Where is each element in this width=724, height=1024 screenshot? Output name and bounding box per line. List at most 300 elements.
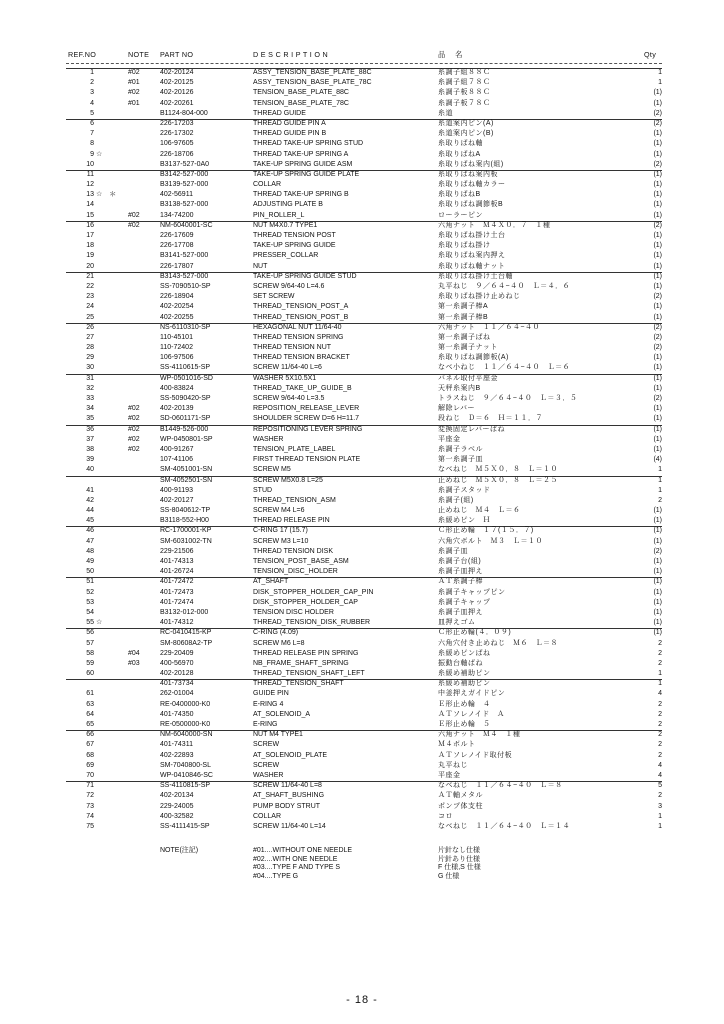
part-number: 402-20127 bbox=[160, 496, 194, 504]
jp-name: 糸取りばね掛け bbox=[438, 242, 491, 250]
ref-no: 50 bbox=[86, 568, 94, 576]
table-row bbox=[0, 129, 724, 139]
jp-name: 天秤糸案内B bbox=[438, 384, 481, 392]
table-row bbox=[0, 496, 724, 506]
header-divider bbox=[66, 63, 662, 64]
quantity: (1) bbox=[653, 303, 662, 311]
quantity: 2 bbox=[658, 792, 662, 800]
part-number: B3139-527-000 bbox=[160, 181, 209, 189]
part-number: 402-20126 bbox=[160, 89, 194, 97]
header-jp-name: 品 名 bbox=[438, 50, 467, 59]
ref-no: 46 bbox=[86, 527, 94, 535]
ref-no: 70 bbox=[86, 771, 94, 779]
description: AT_SOLENOID_A bbox=[253, 710, 311, 718]
ref-no: 63 bbox=[86, 700, 94, 708]
quantity: (1) bbox=[653, 405, 662, 413]
quantity: 2 bbox=[658, 639, 662, 647]
note-code: #01 bbox=[128, 79, 140, 87]
part-number: B3138-527-000 bbox=[160, 201, 209, 209]
part-number: WP-0501016-SD bbox=[160, 374, 213, 382]
quantity: (2) bbox=[653, 221, 662, 229]
quantity: (1) bbox=[653, 181, 662, 189]
jp-name: ローラーピン bbox=[438, 211, 483, 219]
description: DISK_STOPPER_HOLDER_CAP bbox=[253, 598, 358, 606]
ref-no: 71 bbox=[86, 782, 94, 790]
ref-no: 49 bbox=[86, 558, 94, 565]
jp-name: 六角ナット Ｍ４Ｘ０．７ １種 bbox=[438, 221, 551, 229]
quantity: (1) bbox=[653, 89, 662, 97]
ref-no: 18 bbox=[86, 242, 94, 250]
table-row bbox=[0, 537, 724, 547]
jp-name: 平座金 bbox=[438, 771, 461, 779]
part-number: 400-32582 bbox=[160, 812, 194, 820]
part-number: 229-20409 bbox=[160, 649, 194, 657]
description: WASHER bbox=[253, 435, 284, 443]
quantity: (1) bbox=[653, 445, 662, 453]
note-jp-line: F 仕様,S 仕様 bbox=[438, 864, 481, 871]
ref-no: 19 bbox=[86, 252, 94, 260]
description: THREAD TENSION SPRING bbox=[253, 333, 344, 341]
ref-no: 22 bbox=[86, 282, 94, 290]
part-number: RE-0400000-K0 bbox=[160, 700, 211, 708]
description: REPOSITIONING LEVER SPRING bbox=[253, 425, 363, 433]
jp-name: 糸調子キャップピン bbox=[438, 588, 506, 596]
part-number: 134-74200 bbox=[160, 211, 194, 219]
jp-name: 第一糸調子ナット bbox=[438, 344, 498, 352]
description: THREAD GUIDE PIN B bbox=[253, 130, 327, 138]
part-number: B3137-527-0A0 bbox=[160, 160, 210, 168]
description: SCREW M4 L=6 bbox=[253, 507, 305, 515]
quantity: (1) bbox=[653, 232, 662, 239]
description: THREAD TENSION POST bbox=[253, 232, 336, 239]
quantity: (1) bbox=[653, 99, 662, 107]
jp-name: 第一糸調子棒B bbox=[438, 313, 489, 321]
quantity: 1 bbox=[658, 822, 662, 830]
description: NUT M4X0.7 TYPE1 bbox=[253, 221, 318, 229]
table-row bbox=[0, 363, 724, 373]
ref-no: 5 bbox=[90, 109, 94, 117]
note-code: #02 bbox=[128, 435, 140, 443]
ref-no: 61 bbox=[86, 690, 94, 698]
table-row bbox=[0, 455, 724, 465]
table-row bbox=[0, 486, 724, 496]
description: SET SCREW bbox=[253, 293, 295, 301]
table-row bbox=[0, 435, 724, 445]
part-number: NS-6110310-SP bbox=[160, 323, 211, 331]
table-row bbox=[0, 577, 724, 587]
table-row bbox=[0, 669, 724, 679]
quantity: (1) bbox=[653, 282, 662, 290]
quantity: (1) bbox=[653, 201, 662, 209]
description: DISK_STOPPER_HOLDER_CAP_PIN bbox=[253, 588, 374, 596]
part-number: 226-17807 bbox=[160, 262, 194, 270]
notes-label: NOTE(注記) bbox=[160, 847, 199, 854]
jp-name: ＡＴ軸メタル bbox=[438, 792, 483, 800]
ref-no: 21 bbox=[86, 272, 94, 280]
description: COLLAR bbox=[253, 812, 282, 820]
table-row bbox=[0, 598, 724, 608]
part-number: 401-26724 bbox=[160, 568, 194, 576]
part-number: 400-91193 bbox=[160, 486, 193, 494]
quantity: (1) bbox=[653, 558, 662, 565]
quantity: 4 bbox=[658, 690, 662, 698]
description: TENSION DISC HOLDER bbox=[253, 608, 334, 616]
part-number: 401-72473 bbox=[160, 588, 194, 596]
quantity: (1) bbox=[653, 211, 662, 219]
description: C-RING (4.09) bbox=[253, 629, 299, 637]
note-code-line: #04....TYPE G bbox=[253, 872, 299, 880]
description: STUD bbox=[253, 486, 273, 494]
header-part: PART NO bbox=[160, 50, 194, 59]
table-row bbox=[0, 588, 724, 598]
note-code: #04 bbox=[128, 649, 140, 657]
part-number: 226-18706 bbox=[160, 150, 194, 158]
jp-name: 糸調子スタッド bbox=[438, 486, 491, 494]
jp-name: 糸緩めピン Ｈ bbox=[438, 517, 491, 525]
jp-name: Ｃ形止め輪(４．０９) bbox=[438, 629, 512, 637]
ref-no: 24 bbox=[86, 303, 94, 311]
ref-no: 31 bbox=[86, 374, 94, 382]
table-row bbox=[0, 812, 724, 822]
part-number: SM-7040800-SL bbox=[160, 761, 211, 769]
jp-name: 糸調子台(組) bbox=[438, 558, 482, 565]
part-number: SM-4052501-SN bbox=[160, 476, 213, 484]
description: THREAD TAKE-UP SPRING STUD bbox=[253, 140, 364, 148]
quantity: (1) bbox=[653, 170, 662, 178]
part-number: 110-72402 bbox=[160, 344, 193, 352]
table-row bbox=[0, 425, 724, 435]
jp-name: 六角ナット １１／６４−４０ bbox=[438, 323, 540, 331]
ref-no: 48 bbox=[86, 547, 94, 555]
jp-name: なべ小ねじ １１／６４−４０ Ｌ＝６ bbox=[438, 364, 571, 372]
part-number: 400-56970 bbox=[160, 659, 194, 667]
description: WASHER 5X10.5X1 bbox=[253, 374, 317, 382]
jp-name: 糸調子(組) bbox=[438, 496, 474, 504]
jp-name: ＡＴ糸調子棒 bbox=[438, 578, 483, 586]
ref-no: 8 bbox=[90, 140, 94, 148]
quantity: 2 bbox=[658, 649, 662, 657]
part-number: B3142-527-000 bbox=[160, 170, 209, 178]
ref-no: 17 bbox=[86, 232, 94, 239]
part-number: 226-17302 bbox=[160, 130, 194, 138]
table-row bbox=[0, 88, 724, 98]
ref-no: 2 bbox=[90, 79, 94, 87]
jp-name: 丸平ねじ bbox=[438, 761, 468, 769]
ref-no: 36 bbox=[86, 425, 94, 433]
quantity: (1) bbox=[653, 252, 662, 260]
row-mark: ☆ bbox=[96, 619, 103, 627]
jp-name: 糸取りばね軸 bbox=[438, 140, 483, 148]
part-number: 401-74311 bbox=[160, 741, 193, 749]
ref-no: 65 bbox=[86, 721, 94, 728]
jp-name: 解除レバー bbox=[438, 405, 476, 413]
part-number: 402-22893 bbox=[160, 751, 194, 759]
jp-name: なべねじ １１／６４−４０ Ｌ＝８ bbox=[438, 782, 563, 790]
ref-no: 20 bbox=[86, 262, 94, 270]
description: AT_SHAFT_BUSHING bbox=[253, 792, 325, 800]
note-jp-line: G 仕様 bbox=[438, 872, 460, 880]
jp-name: 六角穴付き止めねじ Ｍ６ Ｌ＝８ bbox=[438, 639, 558, 647]
quantity: (1) bbox=[653, 537, 662, 545]
note-code-line: #02....WITH ONE NEEDLE bbox=[253, 855, 338, 863]
jp-name: コロ bbox=[438, 812, 453, 820]
jp-name: 平座金 bbox=[438, 435, 461, 443]
quantity: (1) bbox=[653, 527, 662, 535]
jp-name: 丸平ねじ ９／６４−４０ Ｌ＝４．６ bbox=[438, 282, 571, 290]
part-number: SS-7090510-SP bbox=[160, 282, 211, 290]
jp-name: ＡＴソレノイド取付板 bbox=[438, 751, 513, 759]
ref-no: 13 bbox=[86, 191, 94, 199]
table-row bbox=[0, 190, 724, 200]
ref-no: 59 bbox=[86, 659, 94, 667]
ref-no: 12 bbox=[86, 181, 94, 189]
part-number: 229-21506 bbox=[160, 547, 194, 555]
ref-no: 35 bbox=[86, 415, 94, 423]
description: THREAD GUIDE bbox=[253, 109, 306, 117]
quantity: 5 bbox=[658, 782, 662, 790]
quantity: (1) bbox=[653, 364, 662, 372]
jp-name: 振動台軸ばね bbox=[438, 659, 483, 667]
description: C-RING 17 (15.7) bbox=[253, 527, 308, 535]
row-mark: ☆ bbox=[96, 150, 103, 158]
quantity: (1) bbox=[653, 384, 662, 392]
jp-name: 変換固定レバーばね bbox=[438, 425, 506, 433]
note-code: #02 bbox=[128, 415, 140, 423]
quantity: 1 bbox=[658, 680, 662, 688]
jp-name: 第一糸調子ばね bbox=[438, 333, 491, 341]
quantity: (1) bbox=[653, 435, 662, 443]
ref-no: 41 bbox=[86, 486, 94, 494]
table-row bbox=[0, 78, 724, 88]
description: SCREW M5 bbox=[253, 466, 291, 474]
table-row bbox=[0, 231, 724, 241]
quantity: 1 bbox=[658, 466, 662, 474]
table-row bbox=[0, 771, 724, 781]
jp-name: 止めねじ Ｍ５Ｘ０．８ Ｌ＝２５ bbox=[438, 476, 558, 484]
description: SCREW 9/64-40 L=4.6 bbox=[253, 282, 325, 290]
part-number: 402-20261 bbox=[160, 99, 194, 107]
description: PIN_ROLLER_L bbox=[253, 211, 305, 219]
table-row bbox=[0, 445, 724, 455]
jp-name: 止めねじ Ｍ４ Ｌ＝６ bbox=[438, 507, 521, 515]
quantity: 4 bbox=[658, 761, 662, 769]
quantity: (2) bbox=[653, 119, 662, 127]
ref-no: 42 bbox=[86, 496, 94, 504]
description: SCREW 9/64-40 L=3.5 bbox=[253, 395, 325, 402]
part-number: 402-20134 bbox=[160, 792, 194, 800]
part-number: SS-5090420-SP bbox=[160, 395, 211, 402]
quantity: 2 bbox=[658, 659, 662, 667]
part-number: B1124-804-000 bbox=[160, 109, 208, 117]
description: THREAD_TAKE_UP_GUIDE_B bbox=[253, 384, 352, 392]
description: SCREW bbox=[253, 761, 280, 769]
jp-name: 糸取りばね案内(組) bbox=[438, 160, 504, 168]
part-number: 226-17708 bbox=[160, 242, 194, 250]
description: WASHER bbox=[253, 771, 284, 779]
table-row bbox=[0, 720, 724, 730]
table-row bbox=[0, 323, 724, 333]
quantity: (2) bbox=[653, 333, 662, 341]
part-number: 402-20124 bbox=[160, 69, 194, 76]
table-row bbox=[0, 781, 724, 791]
jp-name: 糸取りばねB bbox=[438, 191, 481, 199]
part-number: B3143-527-000 bbox=[160, 272, 209, 280]
quantity: (1) bbox=[653, 415, 662, 423]
part-number: RE-0500000-K0 bbox=[160, 721, 211, 728]
ref-no: 57 bbox=[86, 639, 94, 647]
table-row bbox=[0, 689, 724, 699]
description: THREAD_TENSION_POST_B bbox=[253, 313, 349, 321]
ref-no: 64 bbox=[86, 710, 94, 718]
description: THREAD_TENSION_DISK_RUBBER bbox=[253, 619, 371, 627]
part-number: NM-6040000-SN bbox=[160, 731, 213, 739]
part-number: 402-20255 bbox=[160, 313, 194, 321]
quantity: (1) bbox=[653, 140, 662, 148]
quantity: (2) bbox=[653, 395, 662, 402]
quantity: (1) bbox=[653, 608, 662, 616]
quantity: (1) bbox=[653, 313, 662, 321]
quantity: (1) bbox=[653, 191, 662, 199]
table-row bbox=[0, 526, 724, 536]
ref-no: 44 bbox=[86, 507, 94, 515]
description: E-RING bbox=[253, 721, 278, 728]
table-row bbox=[0, 822, 724, 832]
jp-name: 糸緩め補助ピン bbox=[438, 670, 491, 678]
part-number: 110-45101 bbox=[160, 333, 193, 341]
jp-name: 糸調子皿押え bbox=[438, 608, 483, 616]
table-row bbox=[0, 649, 724, 659]
jp-name: 糸調子組８８Ｃ bbox=[438, 69, 491, 76]
jp-name: 糸取りばね軸カラー bbox=[438, 181, 506, 189]
ref-no: 58 bbox=[86, 649, 94, 657]
page-number: - 18 - bbox=[346, 994, 378, 1006]
note-code: #02 bbox=[128, 221, 140, 229]
table-row bbox=[0, 567, 724, 577]
ref-no: 60 bbox=[86, 670, 94, 678]
quantity: (2) bbox=[653, 323, 662, 331]
ref-no: 69 bbox=[86, 761, 94, 769]
table-row bbox=[0, 374, 724, 384]
description: TAKE-UP SPRING GUIDE STUD bbox=[253, 272, 357, 280]
part-number: SM-4051001-SN bbox=[160, 466, 213, 474]
jp-name: 第一糸調子棒A bbox=[438, 303, 489, 311]
table-row bbox=[0, 710, 724, 720]
description: THREAD TENSION NUT bbox=[253, 344, 332, 352]
jp-name: 糸取りばねA bbox=[438, 150, 481, 158]
quantity: (2) bbox=[653, 547, 662, 555]
jp-name: Ｍ４ボルト bbox=[438, 741, 476, 749]
ref-no: 16 bbox=[86, 221, 94, 229]
ref-no: 9 bbox=[90, 150, 94, 158]
table-row bbox=[0, 221, 724, 231]
quantity: (1) bbox=[653, 354, 662, 362]
description: THREAD_TENSION_SHAFT_LEFT bbox=[253, 670, 365, 678]
jp-name: 糸取りばね調節板B bbox=[438, 201, 504, 209]
jp-name: ポンプ体支柱 bbox=[438, 802, 483, 810]
quantity: (1) bbox=[653, 272, 662, 280]
table-row bbox=[0, 618, 724, 628]
quantity: (1) bbox=[653, 150, 662, 158]
quantity: (1) bbox=[653, 598, 662, 606]
part-number: 401-72474 bbox=[160, 598, 194, 606]
part-number: 400-91267 bbox=[160, 445, 194, 453]
jp-name: 糸道 bbox=[438, 109, 453, 117]
description: SCREW M5X0.8 L=25 bbox=[253, 476, 323, 484]
part-number: SS-4110815-SP bbox=[160, 782, 211, 790]
part-number: 400-83824 bbox=[160, 384, 194, 392]
ref-no: 47 bbox=[86, 537, 94, 545]
part-number: 107-41106 bbox=[160, 456, 193, 464]
ref-no: 54 bbox=[86, 608, 94, 616]
part-number: SM-80608A2-TP bbox=[160, 639, 213, 647]
jp-name: 糸調子キャップ bbox=[438, 598, 491, 606]
part-number: B3141-527-000 bbox=[160, 252, 209, 260]
description: THREAD_TENSION_ASM bbox=[253, 496, 336, 504]
description: SCREW 11/64-40 L=8 bbox=[253, 782, 322, 790]
table-row bbox=[0, 659, 724, 669]
ref-no: 29 bbox=[86, 354, 94, 362]
header-qty: Qty bbox=[644, 50, 657, 59]
quantity: 2 bbox=[658, 751, 662, 759]
table-row bbox=[0, 313, 724, 323]
ref-no: 39 bbox=[86, 456, 94, 464]
table-row bbox=[0, 109, 724, 119]
part-number: 402-20139 bbox=[160, 405, 194, 413]
table-row bbox=[0, 343, 724, 353]
part-number: B3118-552-H00 bbox=[160, 517, 209, 525]
table-row bbox=[0, 628, 724, 638]
table-row bbox=[0, 751, 724, 761]
part-number: WP-0450801-SP bbox=[160, 435, 213, 443]
jp-name: Ｅ形止め輪 ５ bbox=[438, 721, 491, 728]
jp-name: 糸取りばね掛け土台軸 bbox=[438, 272, 513, 280]
jp-name: 糸緩め補助ピン bbox=[438, 680, 491, 688]
description: TENSION_PLATE_LABEL bbox=[253, 445, 336, 453]
quantity: 2 bbox=[658, 710, 662, 718]
part-number: 402-20125 bbox=[160, 79, 194, 87]
description: THREAD TENSION DISK bbox=[253, 547, 333, 555]
ref-no: 25 bbox=[86, 313, 94, 321]
description: ASSY_TENSION_BASE_PLATE_78C bbox=[253, 79, 372, 87]
table-row bbox=[0, 119, 724, 129]
description: SCREW bbox=[253, 741, 280, 749]
description: REPOSITION_RELEASE_LEVER bbox=[253, 405, 360, 413]
table-row bbox=[0, 180, 724, 190]
ref-no: 67 bbox=[86, 741, 94, 749]
table-row bbox=[0, 394, 724, 404]
description: SHOULDER SCREW D=6 H=11.7 bbox=[253, 415, 360, 423]
jp-name: 六角穴ボルト Ｍ３ Ｌ＝１０ bbox=[438, 537, 543, 545]
quantity: 3 bbox=[658, 802, 662, 810]
description: ASSY_TENSION_BASE_PLATE_88C bbox=[253, 69, 372, 76]
quantity: (1) bbox=[653, 629, 662, 637]
jp-name: 六角ナット Ｍ４ １種 bbox=[438, 731, 521, 739]
jp-name: 糸緩めピンばね bbox=[438, 649, 491, 657]
part-number: SS-4111415-SP bbox=[160, 822, 210, 830]
table-row bbox=[0, 639, 724, 649]
ref-no: 52 bbox=[86, 588, 94, 596]
description: THREAD GUIDE PIN A bbox=[253, 119, 326, 127]
table-row bbox=[0, 353, 724, 363]
description: SCREW 11/64-40 L=14 bbox=[253, 822, 326, 830]
quantity: 2 bbox=[658, 496, 662, 504]
note-code: #02 bbox=[128, 211, 140, 219]
jp-name: Ｅ形止め輪 ４ bbox=[438, 700, 491, 708]
ref-no: 56 bbox=[86, 629, 94, 637]
ref-no: 33 bbox=[86, 395, 94, 402]
description: E-RING 4 bbox=[253, 700, 284, 708]
part-number: 401-72472 bbox=[160, 578, 194, 586]
